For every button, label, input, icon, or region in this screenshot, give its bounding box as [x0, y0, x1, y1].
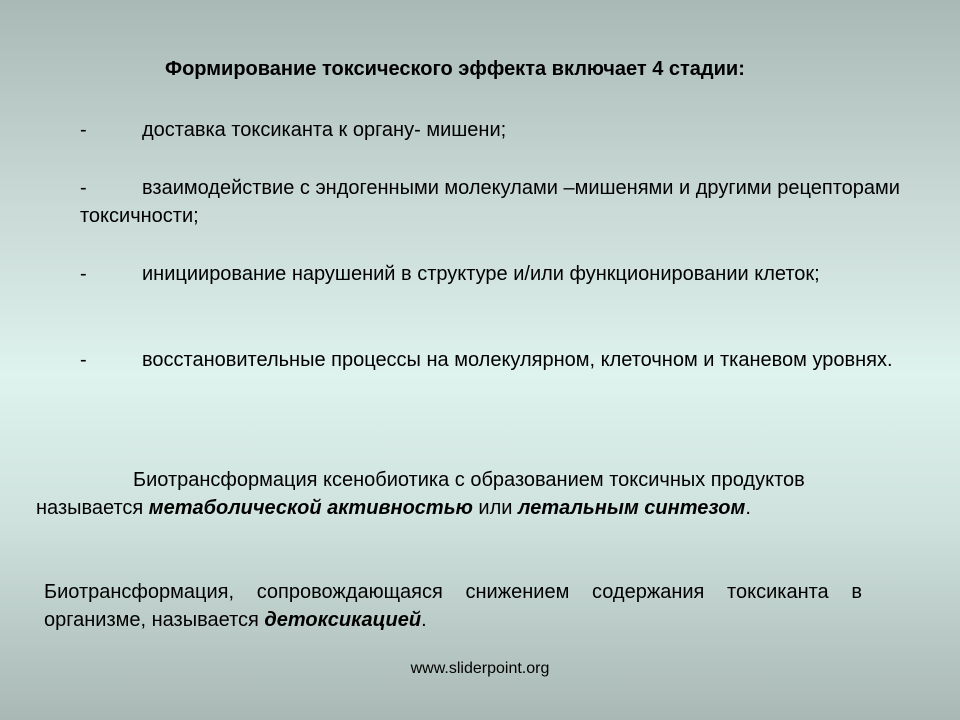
paragraph-detoxication [44, 578, 862, 634]
stage-item-2 [80, 174, 900, 230]
paragraph-connector: или [472, 497, 519, 519]
paragraph-text: Биотрансформация ксенобиотика с образованием токсичных продуктов называется [36, 469, 805, 519]
slide-title: Формирование токсического эффекта включает 4 стадии: [165, 58, 745, 80]
stage-text: инициирование нарушений в структуре и/или функционировании клеток; [142, 263, 820, 285]
stage-dash: - [80, 119, 87, 141]
stage-item-3 [80, 260, 900, 288]
stage-dash: - [80, 349, 87, 371]
stage-text: восстановительные процессы на молекулярном, клеточном и тканевом уровнях. [142, 349, 893, 371]
stage-dash: - [80, 177, 87, 199]
paragraph-end: . [745, 497, 751, 519]
term-metabolic-activity: метаболической активностью [148, 497, 473, 519]
footer-url: www.sliderpoint.org [410, 660, 550, 677]
stage-text: взаимодействие с эндогенными молекулами –мишенями и другими рецепторами токсичности; [80, 177, 900, 227]
stage-text: доставка токсиканта к органу- мишени; [142, 119, 507, 141]
paragraph-text: Биотрансформация, сопровождающаяся снижением содержания токсиканта в организме, называется [44, 581, 862, 631]
stage-item-1 [80, 116, 900, 144]
stage-item-4 [80, 346, 900, 374]
paragraph-lethal-synthesis [36, 466, 896, 522]
term-detoxication: детоксикацией [264, 609, 422, 631]
term-lethal-synthesis: летальным синтезом [518, 497, 746, 519]
paragraph-end: . [421, 609, 427, 631]
stage-dash: - [80, 263, 87, 285]
